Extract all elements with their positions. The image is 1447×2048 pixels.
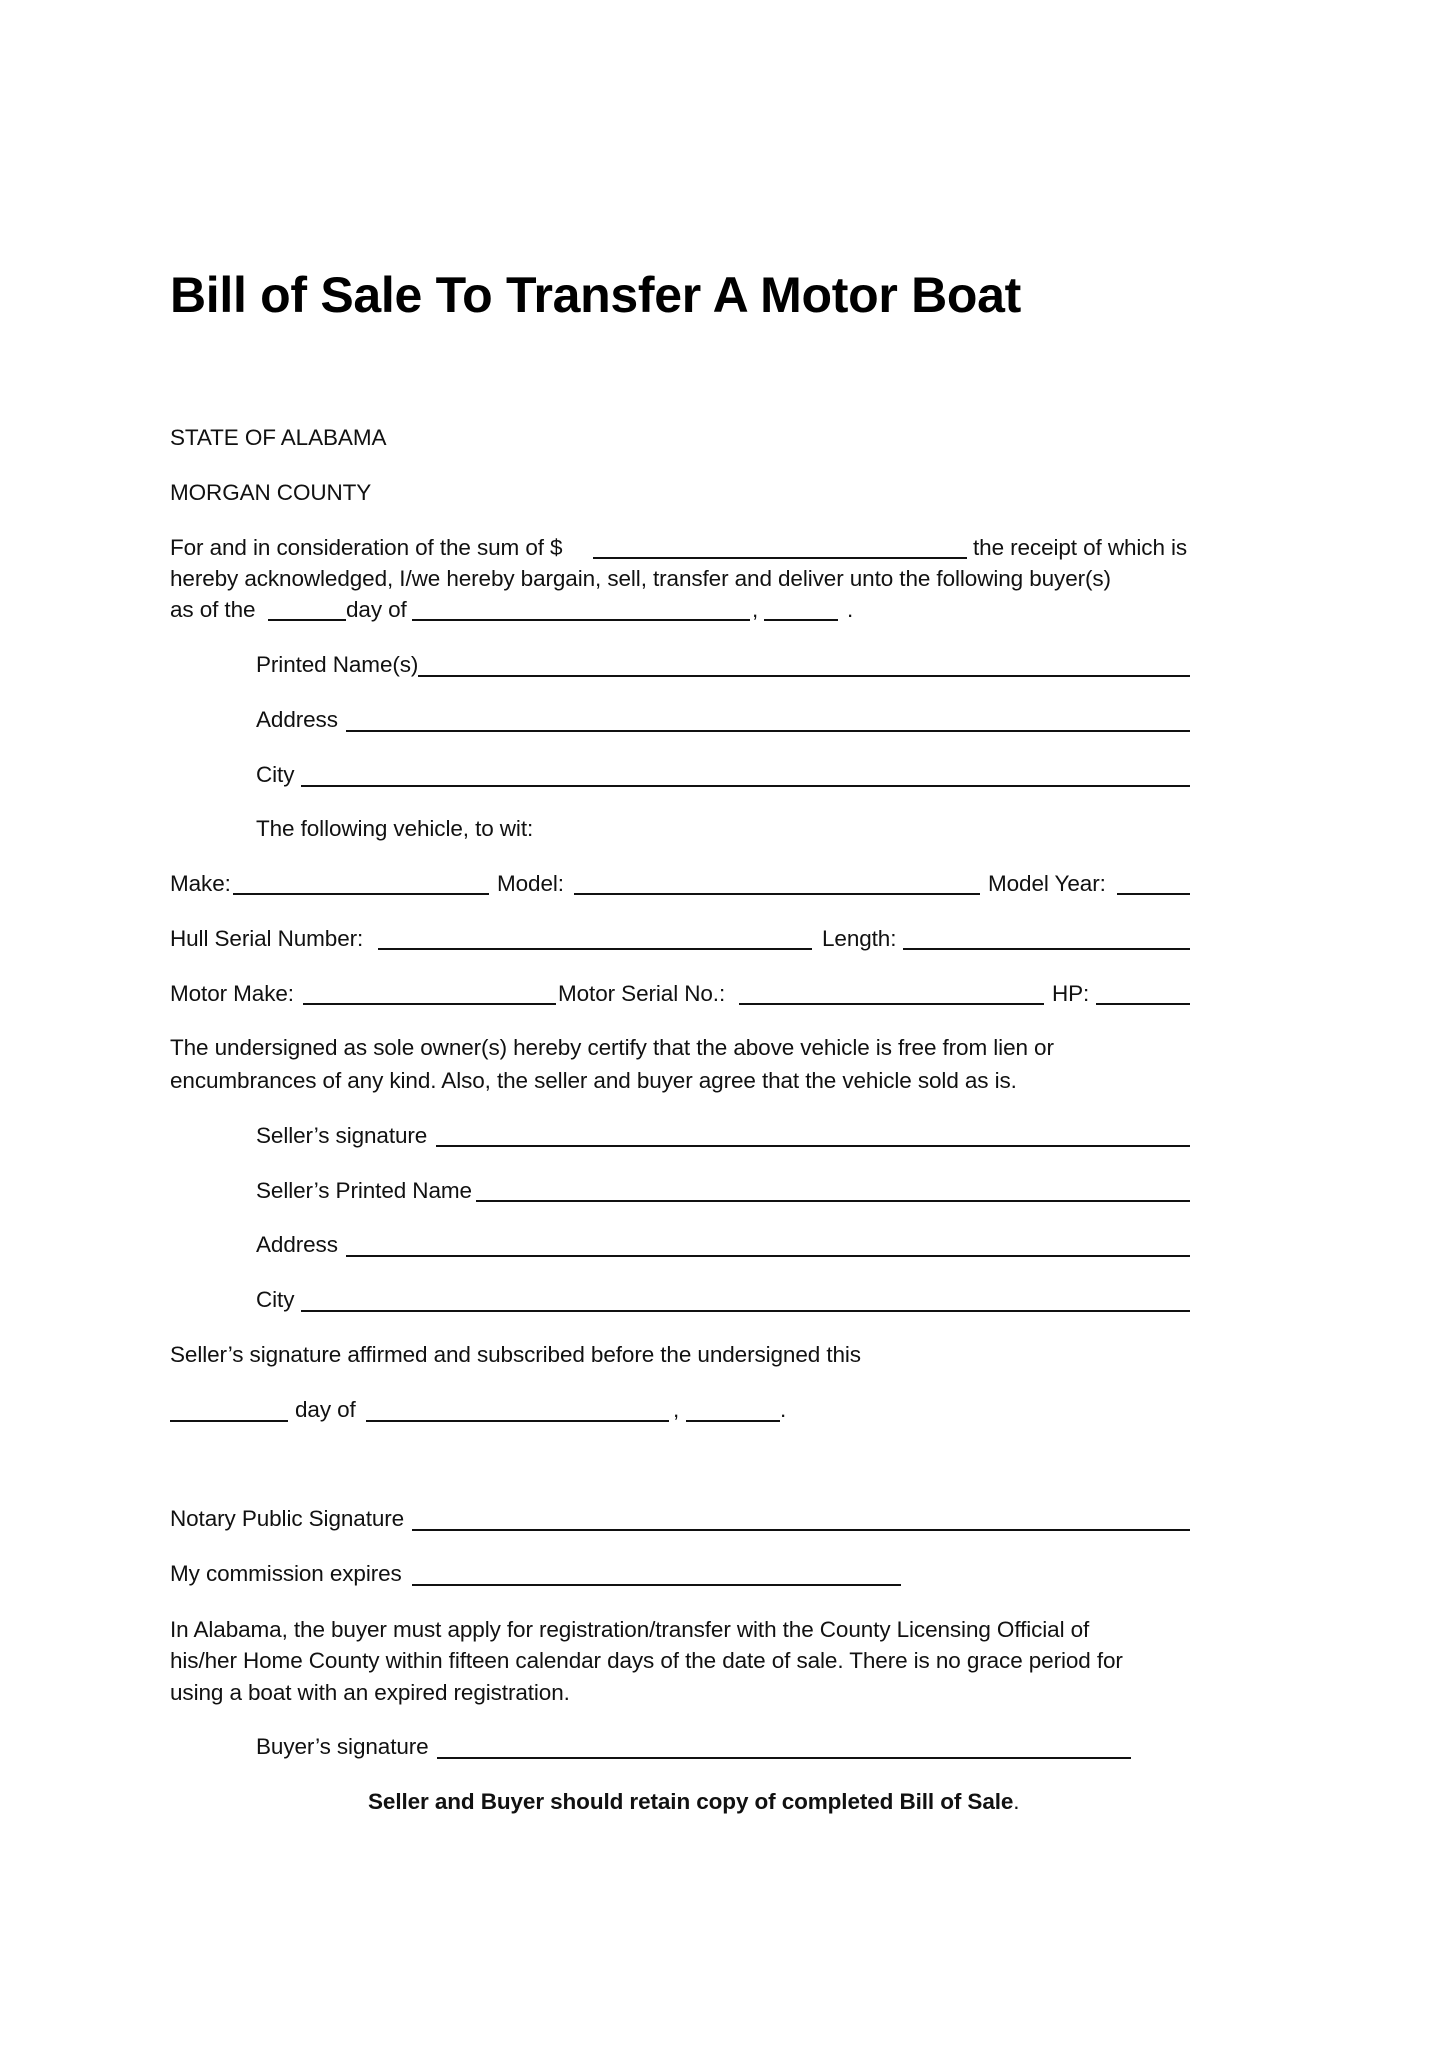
make-field[interactable] bbox=[233, 893, 489, 895]
vehicle-intro: The following vehicle, to wit: bbox=[256, 816, 534, 841]
buyer-signature-field[interactable] bbox=[437, 1757, 1131, 1759]
date-comma: , bbox=[752, 597, 759, 622]
affirm-year-field[interactable] bbox=[686, 1420, 780, 1422]
sale-day-field[interactable] bbox=[268, 619, 346, 621]
commission-expires-field[interactable] bbox=[412, 1584, 901, 1586]
buyer-city-field[interactable] bbox=[301, 785, 1190, 787]
buyer-address-field[interactable] bbox=[346, 730, 1190, 732]
motor-serial-label: Motor Serial No.: bbox=[558, 981, 726, 1006]
seller-printed-name-label: Seller’s Printed Name bbox=[256, 1178, 472, 1203]
seller-city-label: City bbox=[256, 1287, 295, 1312]
seller-printed-name-field[interactable] bbox=[476, 1200, 1190, 1202]
notary-signature-field[interactable] bbox=[412, 1529, 1190, 1531]
sale-month-field[interactable] bbox=[412, 619, 750, 621]
consideration-line1-end: the receipt of which is bbox=[973, 535, 1188, 560]
seller-signature-label: Seller’s signature bbox=[256, 1123, 428, 1148]
motor-make-label: Motor Make: bbox=[170, 981, 294, 1006]
model-year-label: Model Year: bbox=[988, 871, 1106, 896]
seller-address-field[interactable] bbox=[346, 1255, 1190, 1257]
motor-serial-field[interactable] bbox=[739, 1003, 1044, 1005]
certification-line1: The undersigned as sole owner(s) hereby certify that the above vehicle is free from lien or bbox=[170, 1035, 1054, 1060]
footer-note bbox=[368, 1791, 1019, 1814]
hp-field[interactable] bbox=[1096, 1003, 1190, 1005]
day-of-label: day of bbox=[346, 597, 407, 622]
affirm-comma: , bbox=[673, 1397, 680, 1422]
hp-label: HP: bbox=[1052, 981, 1090, 1006]
buyer-printed-names-field[interactable] bbox=[418, 675, 1190, 677]
document-title: Bill of Sale To Transfer A Motor Boat bbox=[170, 267, 1022, 323]
alabama-notice-line3: using a boat with an expired registration. bbox=[170, 1680, 570, 1705]
affirmation-text: Seller’s signature affirmed and subscribed before the undersigned this bbox=[170, 1342, 861, 1367]
notary-signature-label: Notary Public Signature bbox=[170, 1506, 405, 1531]
seller-signature-field[interactable] bbox=[436, 1145, 1190, 1147]
alabama-notice-line1: In Alabama, the buyer must apply for registration/transfer with the County Licensing Official of bbox=[170, 1617, 1090, 1642]
model-label: Model: bbox=[497, 871, 564, 896]
model-field[interactable] bbox=[574, 893, 980, 895]
model-year-field[interactable] bbox=[1117, 893, 1190, 895]
consideration-line3-start: as of the bbox=[170, 597, 256, 622]
affirm-period: . bbox=[780, 1397, 787, 1422]
sum-amount-field[interactable] bbox=[593, 557, 967, 559]
buyer-city-label: City bbox=[256, 762, 295, 787]
buyer-signature-label: Buyer’s signature bbox=[256, 1734, 429, 1759]
consideration-line2: hereby acknowledged, I/we hereby bargain, sell, transfer and deliver unto the following buyer(s) bbox=[170, 566, 1111, 591]
affirm-day-of-label: day of bbox=[295, 1397, 356, 1422]
certification-line2: encumbrances of any kind. Also, the seller and buyer agree that the vehicle sold as is. bbox=[170, 1068, 1017, 1093]
seller-address-label: Address bbox=[256, 1232, 338, 1257]
date-period: . bbox=[847, 597, 854, 622]
motor-make-field[interactable] bbox=[303, 1003, 556, 1005]
length-label: Length: bbox=[822, 926, 897, 951]
commission-expires-label: My commission expires bbox=[170, 1561, 402, 1586]
footer-note-period: . bbox=[1013, 1789, 1020, 1814]
printed-names-label: Printed Name(s) bbox=[256, 652, 419, 677]
county-label: MORGAN COUNTY bbox=[170, 480, 372, 505]
make-label: Make: bbox=[170, 871, 231, 896]
hull-serial-field[interactable] bbox=[378, 948, 812, 950]
alabama-notice-line2: his/her Home County within fifteen calendar days of the date of sale. There is no grace period for bbox=[170, 1648, 1123, 1673]
affirm-day-field[interactable] bbox=[170, 1420, 288, 1422]
affirm-month-field[interactable] bbox=[366, 1420, 669, 1422]
length-field[interactable] bbox=[903, 948, 1190, 950]
buyer-address-label: Address bbox=[256, 707, 338, 732]
seller-city-field[interactable] bbox=[301, 1310, 1190, 1312]
state-label: STATE OF ALABAMA bbox=[170, 425, 387, 450]
footer-note-bold: Seller and Buyer should retain copy of completed Bill of Sale bbox=[368, 1789, 1014, 1814]
consideration-line1-start: For and in consideration of the sum of $ bbox=[170, 535, 563, 560]
hull-serial-label: Hull Serial Number: bbox=[170, 926, 364, 951]
sale-year-field[interactable] bbox=[764, 619, 838, 621]
